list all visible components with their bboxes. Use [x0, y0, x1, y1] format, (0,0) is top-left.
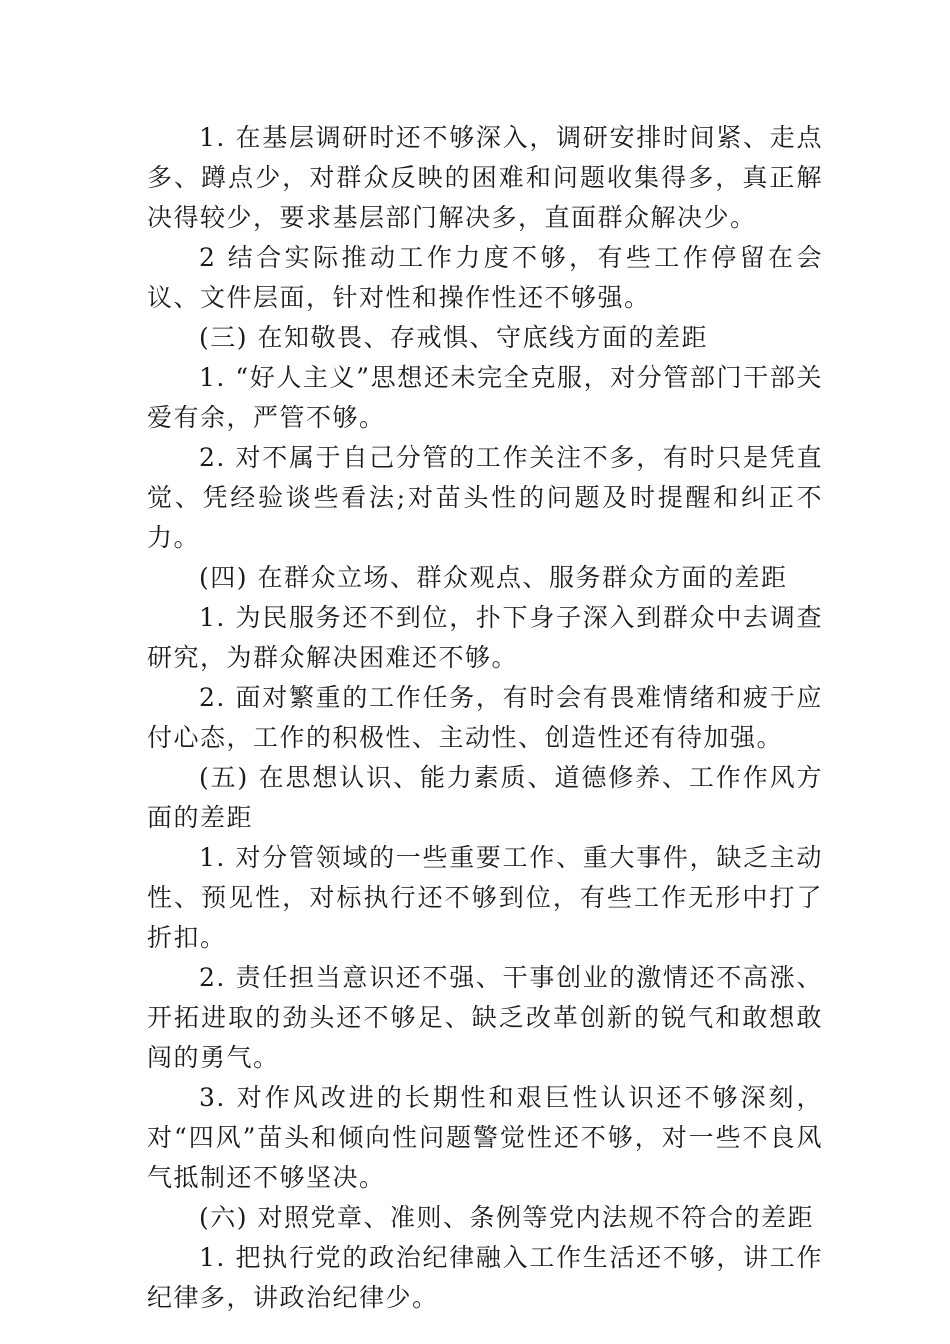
section-heading: (四) 在群众立场、群众观点、服务群众方面的差距 — [199, 563, 788, 592]
paragraph-item: 2. 面对繁重的工作任务，有时会有畏难情绪和疲于应付心态，工作的积极性、主动性、创造性还有待加强。 — [147, 683, 823, 752]
paragraph-item: 1. 在基层调研时还不够深入，调研安排时间紧、走点多、蹲点少，对群众反映的困难和问题收集得多，真正解决得较少，要求基层部门解决多，直面群众解决少。 — [147, 123, 823, 232]
paragraph-item: 1. “好人主义”思想还未完全克服，对分管部门干部关爱有余，严管不够。 — [147, 363, 823, 432]
paragraph-item: 2 结合实际推动工作力度不够，有些工作停留在会议、文件层面，针对性和操作性还不够强。 — [147, 243, 823, 312]
section-heading: (三) 在知敬畏、存戒惧、守底线方面的差距 — [199, 323, 708, 352]
paragraph-item: 3. 对作风改进的长期性和艰巨性认识还不够深刻，对“四风”苗头和倾向性问题警觉性还不够，对一些不良风气抵制还不够坚决。 — [147, 1083, 823, 1192]
document-body — [147, 118, 823, 1318]
section-heading: (五) 在思想认识、能力素质、道德修养、工作作风方面的差距 — [147, 763, 823, 832]
paragraph-item: 2. 责任担当意识还不强、干事创业的激情还不高涨、开拓进取的劲头还不够足、缺乏改革创新的锐气和敢想敢闯的勇气。 — [147, 963, 823, 1072]
paragraph-item: 1. 对分管领域的一些重要工作、重大事件，缺乏主动性、预见性，对标执行还不够到位，有些工作无形中打了折扣。 — [147, 843, 823, 952]
paragraph-item: 1. 把执行党的政治纪律融入工作生活还不够，讲工作纪律多，讲政治纪律少。 — [147, 1243, 823, 1312]
paragraph-item: 2. 对不属于自己分管的工作关注不多，有时只是凭直觉、凭经验谈些看法;对苗头性的问题及时提醒和纠正不力。 — [147, 443, 823, 552]
paragraph-item: 1. 为民服务还不到位，扑下身子深入到群众中去调查研究，为群众解决困难还不够。 — [147, 603, 823, 672]
section-heading: (六) 对照党章、准则、条例等党内法规不符合的差距 — [199, 1203, 814, 1232]
